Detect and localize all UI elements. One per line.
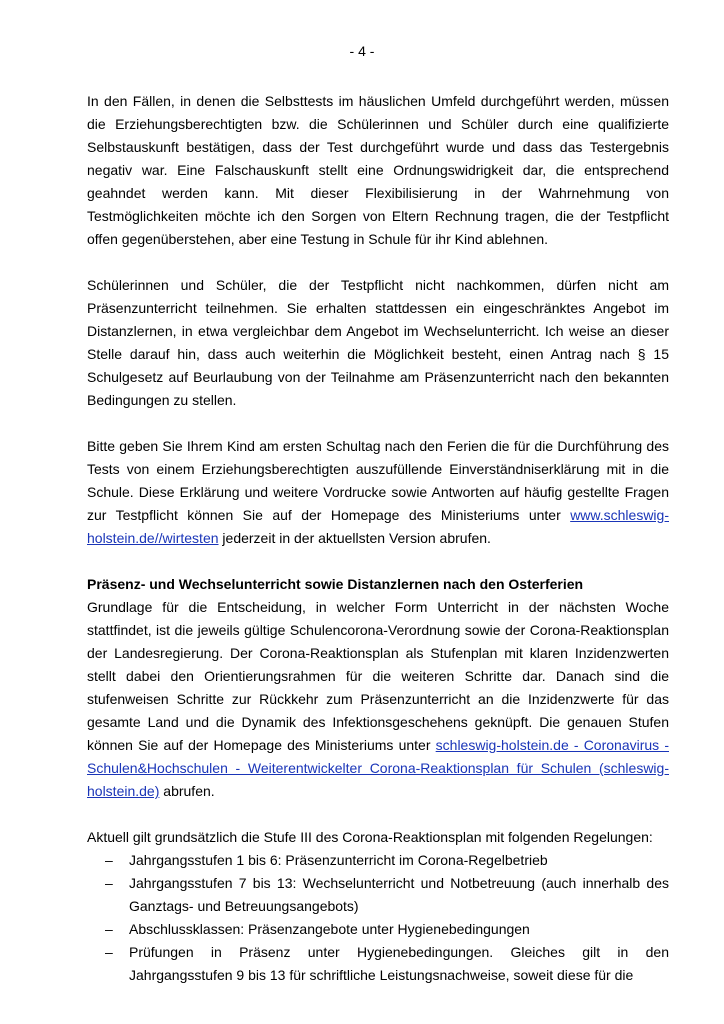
dash-bullet: –: [105, 944, 113, 960]
section-heading: Präsenz- und Wechselunterricht sowie Distanzlernen nach den Osterferien: [87, 576, 584, 592]
wirtesten-link[interactable]: www.schleswig-holstein.de//wirtesten: [87, 507, 669, 546]
paragraph-text: abrufen.: [159, 783, 215, 799]
regelungen-list: [87, 849, 669, 987]
list-item-text: Prüfungen in Präsenz unter Hygienebedingungen. Gleiches gilt in den Jahrgangsstufen 9 bis 13 für schriftliche Leistungsnachweise, soweit diese für die: [129, 944, 669, 983]
paragraph-einverstaendnis: [87, 435, 669, 550]
page-number: - 4 -: [349, 43, 375, 59]
paragraph-text: jederzeit in der aktuellsten Version abrufen.: [218, 530, 491, 546]
dash-bullet: –: [105, 921, 113, 937]
list-item-text: Jahrgangsstufen 1 bis 6: Präsenzunterricht im Corona-Regelbetrieb: [129, 852, 548, 868]
dash-bullet: –: [105, 852, 113, 868]
list-item: [87, 872, 669, 918]
list-item-text: Abschlussklassen: Präsenzangebote unter Hygienebedingungen: [129, 921, 530, 937]
paragraph-text: Grundlage für die Entscheidung, in welcher Form Unterricht in der nächsten Woche stattfindet, ist die jeweils gültige Schulencorona-Verordnung sowie der Corona-Reaktionsplan der Landesregierung. Der Corona-Reaktionsplan als Stufenplan mit klaren Inzidenzwerten stellt dabei den Orientierungsrahmen für die weiteren Schritte dar. Danach sind die stufenweisen Schritte zur Rückkehr zum Präsenzunterricht an die Inzidenzwerte für das gesamte Land und die Dynamik des Infektionsgeschehens geknüpft. Die genauen Stufen können Sie auf der Homepage des Ministeriums unter: [87, 599, 669, 753]
list-item-text: Jahrgangsstufen 7 bis 13: Wechselunterricht und Notbetreuung (auch innerhalb des Ganztags- und Betreuungsangebots): [129, 875, 669, 914]
list-item: [87, 941, 669, 987]
list-item: [87, 918, 669, 941]
list-item: [87, 849, 669, 872]
paragraph-selbsttests: In den Fällen, in denen die Selbsttests im häuslichen Umfeld durchgeführt werden, müssen die Erziehungsberechtigten bzw. die Schülerinnen und Schüler durch eine qualifizierte Selbstauskunft bestätigen, dass der Test durchgeführt wurde und dass das Testergebnis negativ war. Eine Falschauskunft stellt eine Ordnungswidrigkeit dar, die entsprechend geahndet werden kann. Mit dieser Flexibilisierung in der Wahrnehmung von Testmöglichkeiten möchte ich den Sorgen von Eltern Rechnung tragen, die der Testpflicht offen gegenüberstehen, aber eine Testung in Schule für ihr Kind ablehnen.: [87, 93, 669, 247]
dash-bullet: –: [105, 875, 113, 891]
paragraph-stufe-iii: Aktuell gilt grundsätzlich die Stufe III des Corona-Reaktionsplan mit folgenden Regelungen:: [87, 829, 653, 845]
letter-body: [87, 90, 669, 987]
paragraph-grundlage: [87, 596, 669, 803]
paragraph-testpflicht: Schülerinnen und Schüler, die der Testpflicht nicht nachkommen, dürfen nicht am Präsenzunterricht teilnehmen. Sie erhalten stattdessen ein eingeschränktes Angebot im Distanzlernen, in etwa vergleichbar dem Angebot im Wechselunterricht. Ich weise an dieser Stelle darauf hin, dass auch weiterhin die Möglichkeit besteht, einen Antrag nach § 15 Schulgesetz auf Beurlaubung von der Teilnahme am Präsenzunterricht nach den bekannten Bedingungen zu stellen.: [87, 277, 669, 408]
reaktionsplan-link[interactable]: schleswig-holstein.de - Coronavirus - Schulen&Hochschulen - Weiterentwickelter Corona-Reaktionsplan für Schulen (schleswig-holstein.de): [87, 737, 669, 799]
paragraph-text: Bitte geben Sie Ihrem Kind am ersten Schultag nach den Ferien die für die Durchführung des Tests von einem Erziehungsberechtigten auszufüllende Einverständniserklärung mit in die Schule. Diese Erklärung und weitere Vordrucke sowie Antworten auf häufig gestellte Fragen zur Testpflicht können Sie auf der Homepage des Ministeriums unter: [87, 438, 669, 523]
